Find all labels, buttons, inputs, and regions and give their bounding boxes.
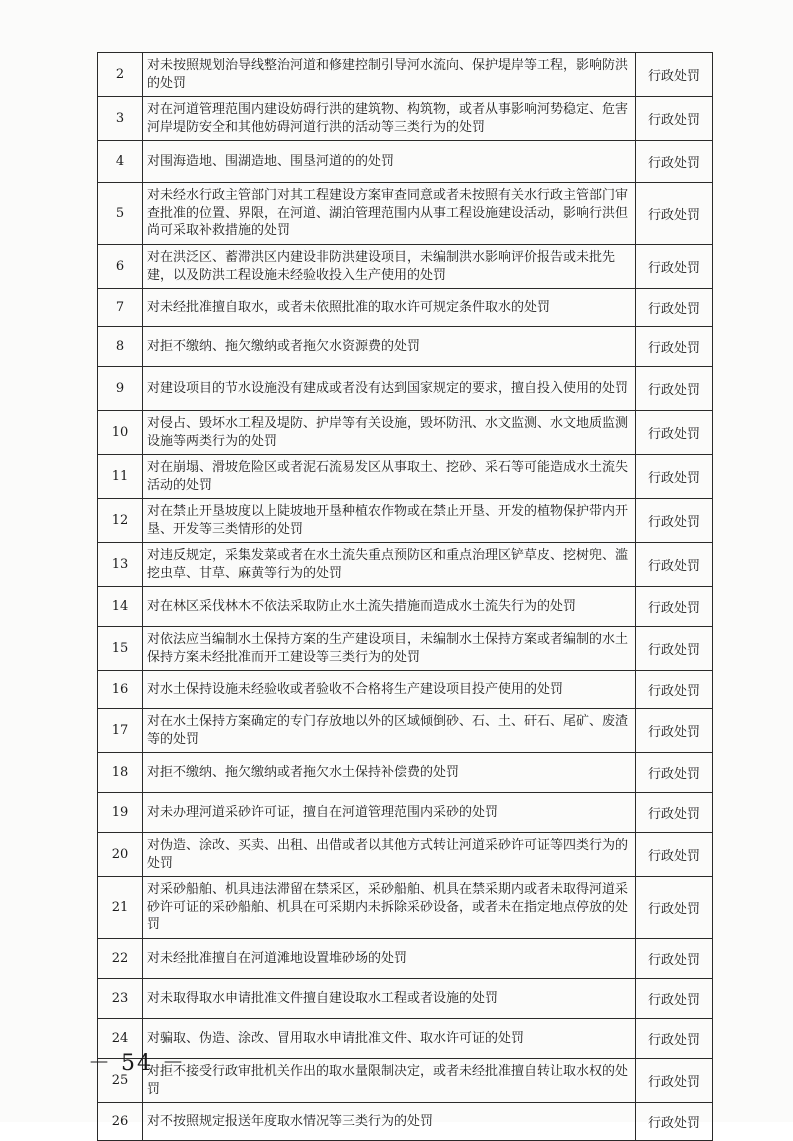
row-type: 行政处罚 [636,367,713,411]
row-number: 2 [98,53,143,97]
row-type: 行政处罚 [636,411,713,455]
row-type: 行政处罚 [636,183,713,245]
row-type: 行政处罚 [636,289,713,327]
table-row [98,141,713,183]
page-number: － 54 － [88,1051,186,1076]
row-description: 对不按照规定报送年度取水情况等三类行为的处罚 [143,1103,636,1141]
row-number: 5 [98,183,143,245]
row-description: 对未办理河道采砂许可证，擅自在河道管理范围内采砂的处罚 [143,793,636,833]
row-number: 23 [98,979,143,1019]
row-number: 19 [98,793,143,833]
row-number: 4 [98,141,143,183]
row-type: 行政处罚 [636,793,713,833]
row-description: 对依法应当编制水土保持方案的生产建设项目，未编制水土保持方案或者编制的水土保持方案未经批准而开工建设等三类行为的处罚 [143,627,636,671]
row-description: 对侵占、毁坏水工程及堤防、护岸等有关设施，毁坏防汛、水文监测、水文地质监测设施等两类行为的处罚 [143,411,636,455]
row-number: 11 [98,455,143,499]
row-type: 行政处罚 [636,97,713,141]
row-type: 行政处罚 [636,709,713,753]
table-row [98,411,713,455]
row-number: 20 [98,833,143,877]
row-description: 对骗取、伪造、涂改、冒用取水申请批准文件、取水许可证的处罚 [143,1019,636,1059]
row-number: 9 [98,367,143,411]
table-row [98,833,713,877]
row-description: 对围海造地、围湖造地、围垦河道的的处罚 [143,141,636,183]
table-row [98,327,713,367]
table-row [98,245,713,289]
table-row [98,1019,713,1059]
row-number: 16 [98,671,143,709]
table-row [98,793,713,833]
table-row [98,671,713,709]
row-number: 15 [98,627,143,671]
row-type: 行政处罚 [636,1059,713,1103]
row-type: 行政处罚 [636,455,713,499]
row-number: 12 [98,499,143,543]
row-number: 21 [98,877,143,939]
row-number: 24 [98,1019,143,1059]
row-description: 对在洪泛区、蓄滞洪区内建设非防洪建设项目，未编制洪水影响评价报告或未批先建，以及防洪工程设施未经验收投入生产使用的处罚 [143,245,636,289]
row-description: 对在水土保持方案确定的专门存放地以外的区域倾倒砂、石、土、矸石、尾矿、废渣等的处罚 [143,709,636,753]
row-number: 6 [98,245,143,289]
table-row [98,543,713,587]
row-description: 对在河道管理范围内建设妨碍行洪的建筑物、构筑物，或者从事影响河势稳定、危害河岸堤防安全和其他妨碍河道行洪的活动等三类行为的处罚 [143,97,636,141]
table-row [98,455,713,499]
row-type: 行政处罚 [636,877,713,939]
row-type: 行政处罚 [636,1019,713,1059]
row-description: 对未取得取水申请批准文件擅自建设取水工程或者设施的处罚 [143,979,636,1019]
table-row [98,939,713,979]
row-number: 14 [98,587,143,627]
row-number: 18 [98,753,143,793]
row-description: 对建设项目的节水设施没有建成或者没有达到国家规定的要求，擅自投入使用的处罚 [143,367,636,411]
row-type: 行政处罚 [636,979,713,1019]
table-row [98,97,713,141]
table-row [98,877,713,939]
row-type: 行政处罚 [636,53,713,97]
table-row [98,289,713,327]
row-description: 对未经批准擅自在河道滩地设置堆砂场的处罚 [143,939,636,979]
row-description: 对在禁止开垦坡度以上陡坡地开垦种植农作物或在禁止开垦、开发的植物保护带内开垦、开发等三类情形的处罚 [143,499,636,543]
row-number: 3 [98,97,143,141]
row-description: 对违反规定，采集发菜或者在水土流失重点预防区和重点治理区铲草皮、挖树兜、滥挖虫草、甘草、麻黄等行为的处罚 [143,543,636,587]
table-row [98,499,713,543]
table-row [98,587,713,627]
row-description: 对水土保持设施未经验收或者验收不合格将生产建设项目投产使用的处罚 [143,671,636,709]
row-description: 对拒不接受行政审批机关作出的取水量限制决定，或者未经批准擅自转让取水权的处罚 [143,1059,636,1103]
row-number: 22 [98,939,143,979]
row-description: 对未经水行政主管部门对其工程建设方案审查同意或者未按照有关水行政主管部门审查批准的位置、界限，在河道、湖泊管理范围内从事工程设施建设活动，影响行洪但尚可采取补救措施的处罚 [143,183,636,245]
row-description: 对拒不缴纳、拖欠缴纳或者拖欠水资源费的处罚 [143,327,636,367]
row-type: 行政处罚 [636,627,713,671]
row-type: 行政处罚 [636,245,713,289]
row-type: 行政处罚 [636,833,713,877]
row-type: 行政处罚 [636,671,713,709]
row-type: 行政处罚 [636,499,713,543]
row-number: 10 [98,411,143,455]
row-description: 对在林区采伐林木不依法采取防止水土流失措施而造成水土流失行为的处罚 [143,587,636,627]
table-row [98,709,713,753]
row-type: 行政处罚 [636,587,713,627]
row-description: 对采砂船舶、机具违法滞留在禁采区，采砂船舶、机具在禁采期内或者未取得河道采砂许可证的采砂船舶、机具在可采期内未拆除采砂设备，或者未在指定地点停放的处罚 [143,877,636,939]
row-type: 行政处罚 [636,939,713,979]
row-description: 对未按照规划治导线整治河道和修建控制引导河水流向、保护堤岸等工程，影响防洪的处罚 [143,53,636,97]
table-row [98,627,713,671]
row-description: 对伪造、涂改、买卖、出租、出借或者以其他方式转让河道采砂许可证等四类行为的处罚 [143,833,636,877]
row-number: 8 [98,327,143,367]
table-row [98,753,713,793]
table-row [98,1059,713,1103]
row-description: 对拒不缴纳、拖欠缴纳或者拖欠水土保持补偿费的处罚 [143,753,636,793]
table-row [98,183,713,245]
row-type: 行政处罚 [636,753,713,793]
row-number: 26 [98,1103,143,1141]
row-description: 对未经批准擅自取水，或者未依照批准的取水许可规定条件取水的处罚 [143,289,636,327]
row-type: 行政处罚 [636,141,713,183]
row-number: 17 [98,709,143,753]
row-type: 行政处罚 [636,327,713,367]
row-type: 行政处罚 [636,1103,713,1141]
row-type: 行政处罚 [636,543,713,587]
table-row [98,53,713,97]
row-number: 25 [98,1059,143,1103]
row-description: 对在崩塌、滑坡危险区或者泥石流易发区从事取土、挖砂、采石等可能造成水土流失活动的处罚 [143,455,636,499]
row-number: 7 [98,289,143,327]
table-row [98,979,713,1019]
table-row [98,367,713,411]
penalty-table [97,52,713,1141]
row-number: 13 [98,543,143,587]
